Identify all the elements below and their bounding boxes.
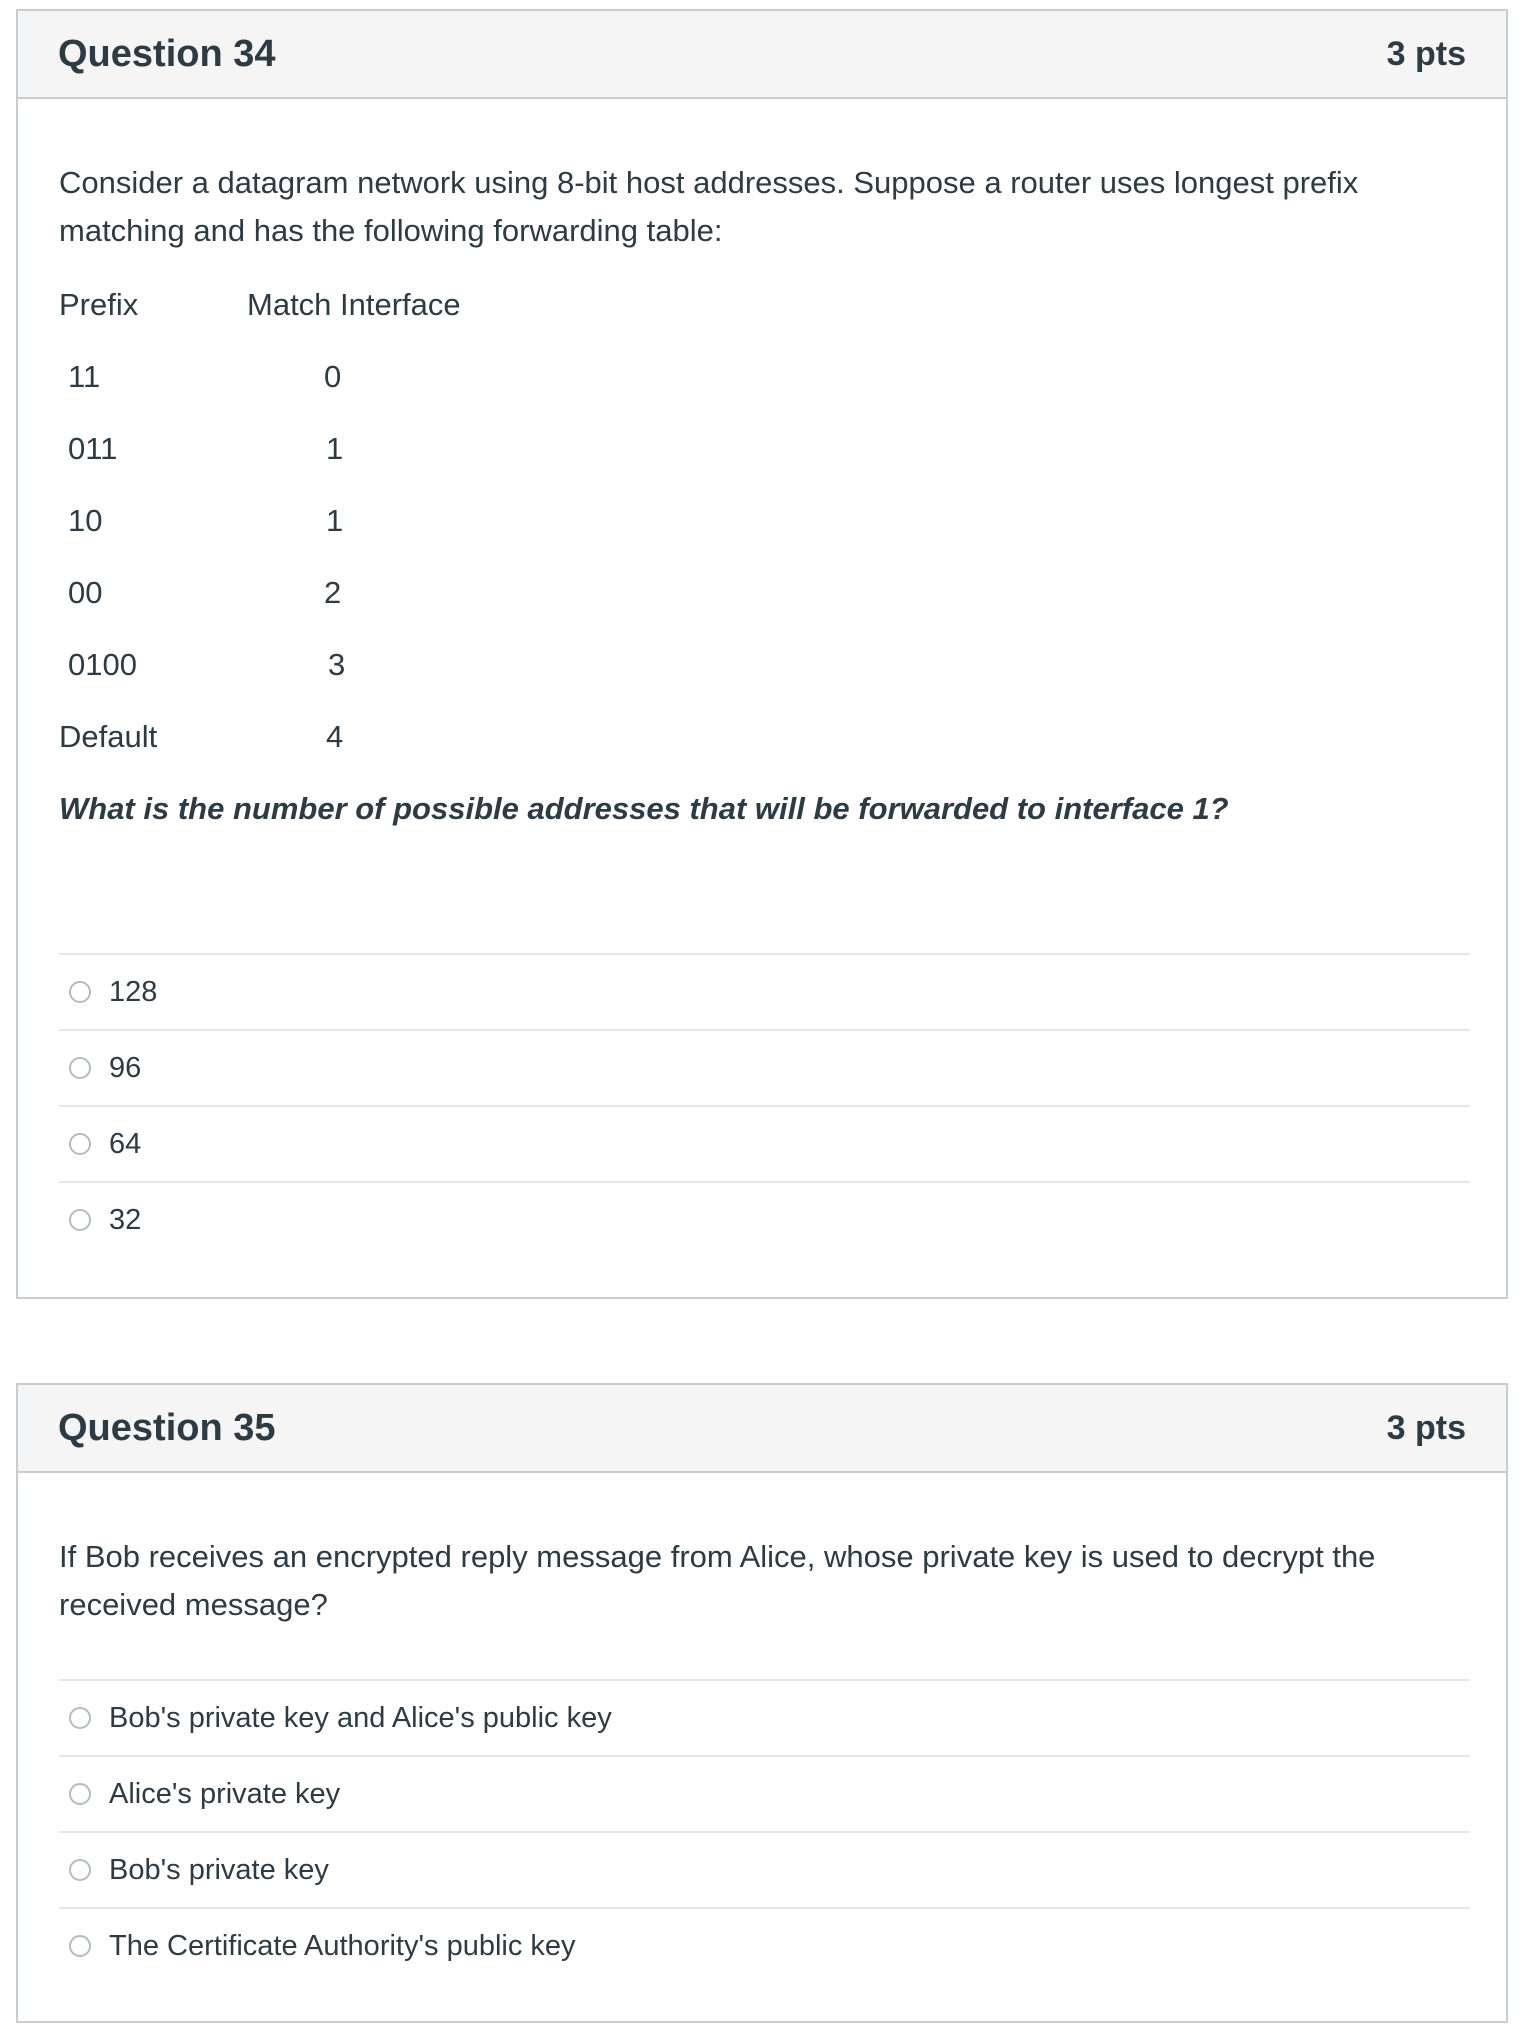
answer-label: 96: [109, 1051, 142, 1084]
radio-button[interactable]: [69, 1707, 91, 1729]
table-row-interface: 4: [326, 719, 344, 754]
question-header: [18, 1385, 1506, 1473]
answer-option[interactable]: [59, 1105, 1470, 1181]
question-intro: If Bob receives an encrypted reply message from Alice, whose private key is used to decrypt the received message?: [59, 1539, 1376, 1622]
table-row-prefix: 011: [68, 431, 118, 466]
table-row-interface: 1: [326, 503, 344, 538]
radio-button[interactable]: [69, 1057, 91, 1079]
answer-option[interactable]: [59, 1029, 1470, 1105]
question-intro: Consider a datagram network using 8-bit host addresses. Suppose a router uses longest prefix matching and has the following forwarding table:: [59, 165, 1359, 248]
radio-button[interactable]: [69, 981, 91, 1003]
table-row-prefix: 10: [68, 503, 103, 538]
answer-option[interactable]: [59, 1181, 1470, 1257]
table-row-interface: 1: [326, 431, 344, 466]
table-row-prefix: 0100: [68, 647, 137, 682]
radio-button[interactable]: [69, 1859, 91, 1881]
answer-label: 32: [109, 1203, 142, 1236]
table-row-interface: 2: [324, 575, 342, 610]
radio-button[interactable]: [69, 1209, 91, 1231]
radio-button[interactable]: [69, 1935, 91, 1957]
table-row-prefix: Default: [59, 719, 158, 754]
table-header-prefix: Prefix: [59, 287, 139, 322]
question-points: 3 pts: [1386, 34, 1466, 73]
table-row-prefix: 11: [68, 359, 101, 394]
table-header-interface: Match Interface: [247, 287, 461, 322]
question-header: [18, 11, 1506, 99]
table-row-interface: 0: [324, 359, 342, 394]
answer-label: Bob's private key and Alice's public key: [109, 1701, 612, 1734]
question-title: Question 35: [58, 1406, 276, 1449]
radio-button[interactable]: [69, 1783, 91, 1805]
question-title: Question 34: [58, 32, 276, 75]
answer-label: The Certificate Authority's public key: [109, 1929, 576, 1962]
question-34-card: [16, 9, 1508, 1299]
table-row-interface: 3: [328, 647, 346, 682]
question-35-card: [16, 1383, 1508, 2023]
radio-button[interactable]: [69, 1133, 91, 1155]
answer-option[interactable]: [59, 1831, 1470, 1907]
question-prompt: What is the number of possible addresses that will be forwarded to interface 1?: [59, 791, 1229, 826]
table-row-prefix: 00: [68, 575, 103, 610]
question-points: 3 pts: [1386, 1408, 1466, 1447]
answer-label: 64: [109, 1127, 142, 1160]
answer-label: Alice's private key: [109, 1777, 341, 1810]
answer-label: Bob's private key: [109, 1853, 329, 1886]
answer-list: [59, 1679, 1470, 1983]
answer-option[interactable]: [59, 1679, 1470, 1755]
answer-list: [59, 953, 1470, 1257]
answer-label: 128: [109, 975, 158, 1008]
answer-option[interactable]: [59, 1907, 1470, 1983]
answer-option[interactable]: [59, 953, 1470, 1029]
answer-option[interactable]: [59, 1755, 1470, 1831]
